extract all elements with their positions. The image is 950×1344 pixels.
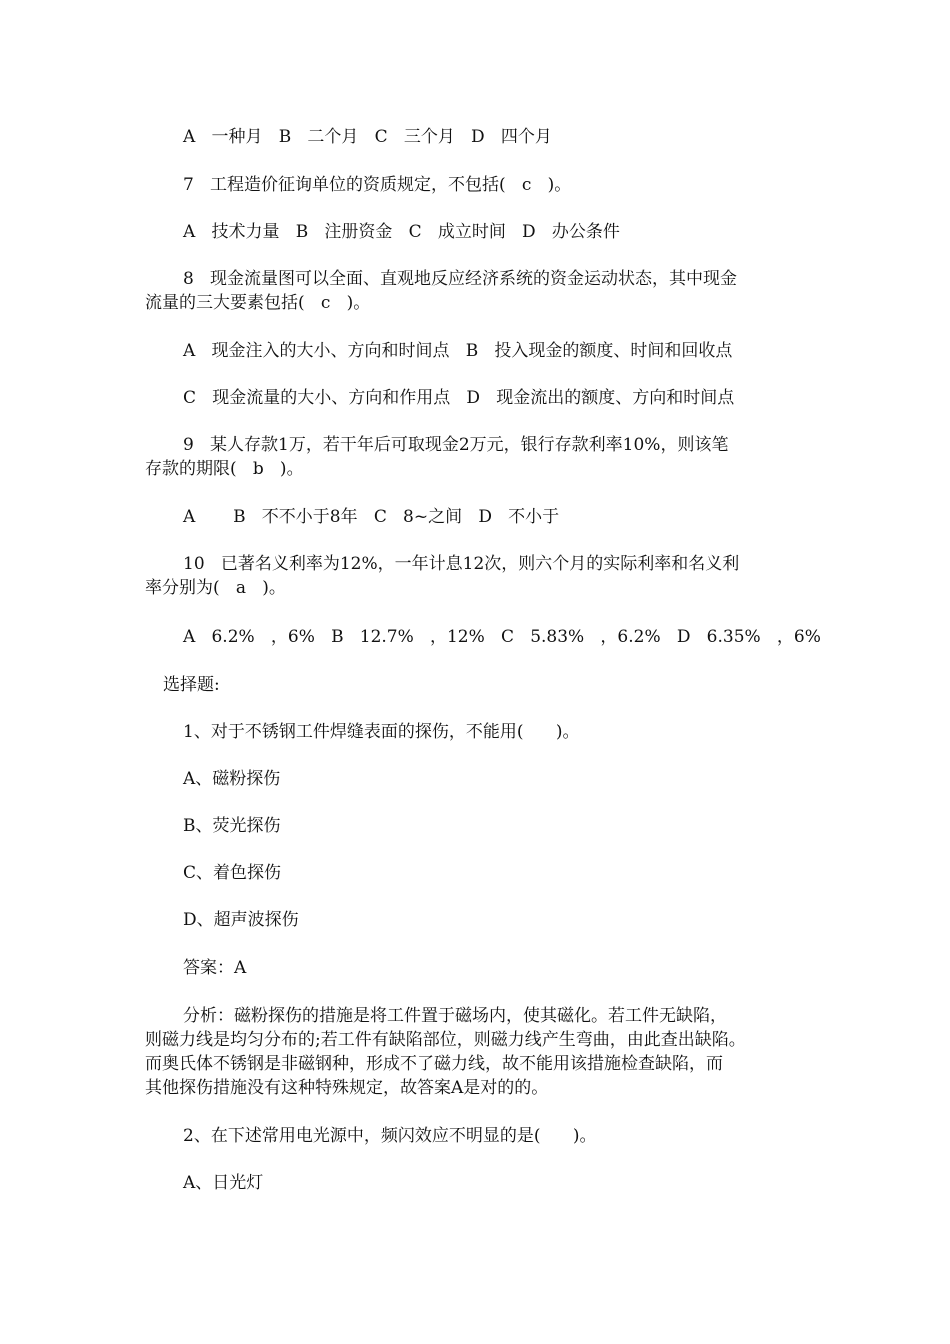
choice-1-answer: 答案：A bbox=[183, 958, 247, 978]
choice-1-analysis-line-4: 其他探伤措施没有这种特殊规定，故答案A是对的的。 bbox=[145, 1078, 549, 1098]
question-10-line-2: 率分别为( a )。 bbox=[145, 578, 286, 598]
choice-1-option-a: A、磁粉探伤 bbox=[183, 769, 281, 789]
question-8-options-cd: C 现金流量的大小、方向和作用点 D 现金流出的额度、方向和时间点 bbox=[183, 388, 735, 408]
choice-1-option-d: D、超声波探伤 bbox=[183, 910, 299, 930]
choice-1-analysis bbox=[0, 1004, 950, 1100]
question-9 bbox=[0, 433, 950, 481]
question-6-options: A 一种月 B 二个月 C 三个月 D 四个月 bbox=[183, 127, 552, 147]
choice-1-analysis-line-1: 分析：磁粉探伤的措施是将工件置于磁场内，使其磁化。若工件无缺陷， bbox=[183, 1006, 727, 1026]
section-heading: 选择题: bbox=[163, 675, 220, 695]
question-10-options: A 6.2% ，6% B 12.7% ，12% C 5.83% ，6.2% D 6.35% ，6% bbox=[183, 627, 821, 647]
choice-1-option-c: C、着色探伤 bbox=[183, 863, 282, 883]
choice-1-analysis-line-3: 而奥氏体不锈钢是非磁钢种，形成不了磁力线，故不能用该措施检查缺陷，而 bbox=[145, 1054, 723, 1074]
question-7-options: A 技术力量 B 注册资金 C 成立时间 D 办公条件 bbox=[183, 222, 620, 242]
question-10 bbox=[0, 552, 950, 600]
choice-2-question: 2、在下述常用电光源中，频闪效应不明显的是( )。 bbox=[183, 1126, 597, 1146]
question-9-line-2: 存款的期限( b )。 bbox=[145, 459, 304, 479]
choice-1-analysis-line-2: 则磁力线是均匀分布的;若工件有缺陷部位，则磁力线产生弯曲，由此查出缺陷。 bbox=[145, 1030, 746, 1050]
question-10-line-1: 10 已著名义利率为12%，一年计息12次，则六个月的实际利率和名义利 bbox=[183, 554, 740, 574]
choice-1-option-b: B、荧光探伤 bbox=[183, 816, 281, 836]
question-8-line-2: 流量的三大要素包括( c )。 bbox=[145, 293, 371, 313]
question-7: 7 工程造价征询单位的资质规定，不包括( c )。 bbox=[183, 175, 572, 195]
choice-1-question: 1、对于不锈钢工件焊缝表面的探伤，不能用( )。 bbox=[183, 722, 580, 742]
question-8 bbox=[0, 267, 950, 315]
question-8-options-ab: A 现金注入的大小、方向和时间点 B 投入现金的额度、时间和回收点 bbox=[183, 341, 733, 361]
question-8-line-1: 8 现金流量图可以全面、直观地反应经济系统的资金运动状态，其中现金 bbox=[183, 269, 738, 289]
question-9-line-1: 9 某人存款1万，若干年后可取现金2万元，银行存款利率10%，则该笔 bbox=[183, 435, 729, 455]
choice-2-option-a: A、日光灯 bbox=[183, 1173, 264, 1193]
question-9-options: A B 不不小于8年 C 8~之间 D 不小于 bbox=[183, 507, 560, 527]
